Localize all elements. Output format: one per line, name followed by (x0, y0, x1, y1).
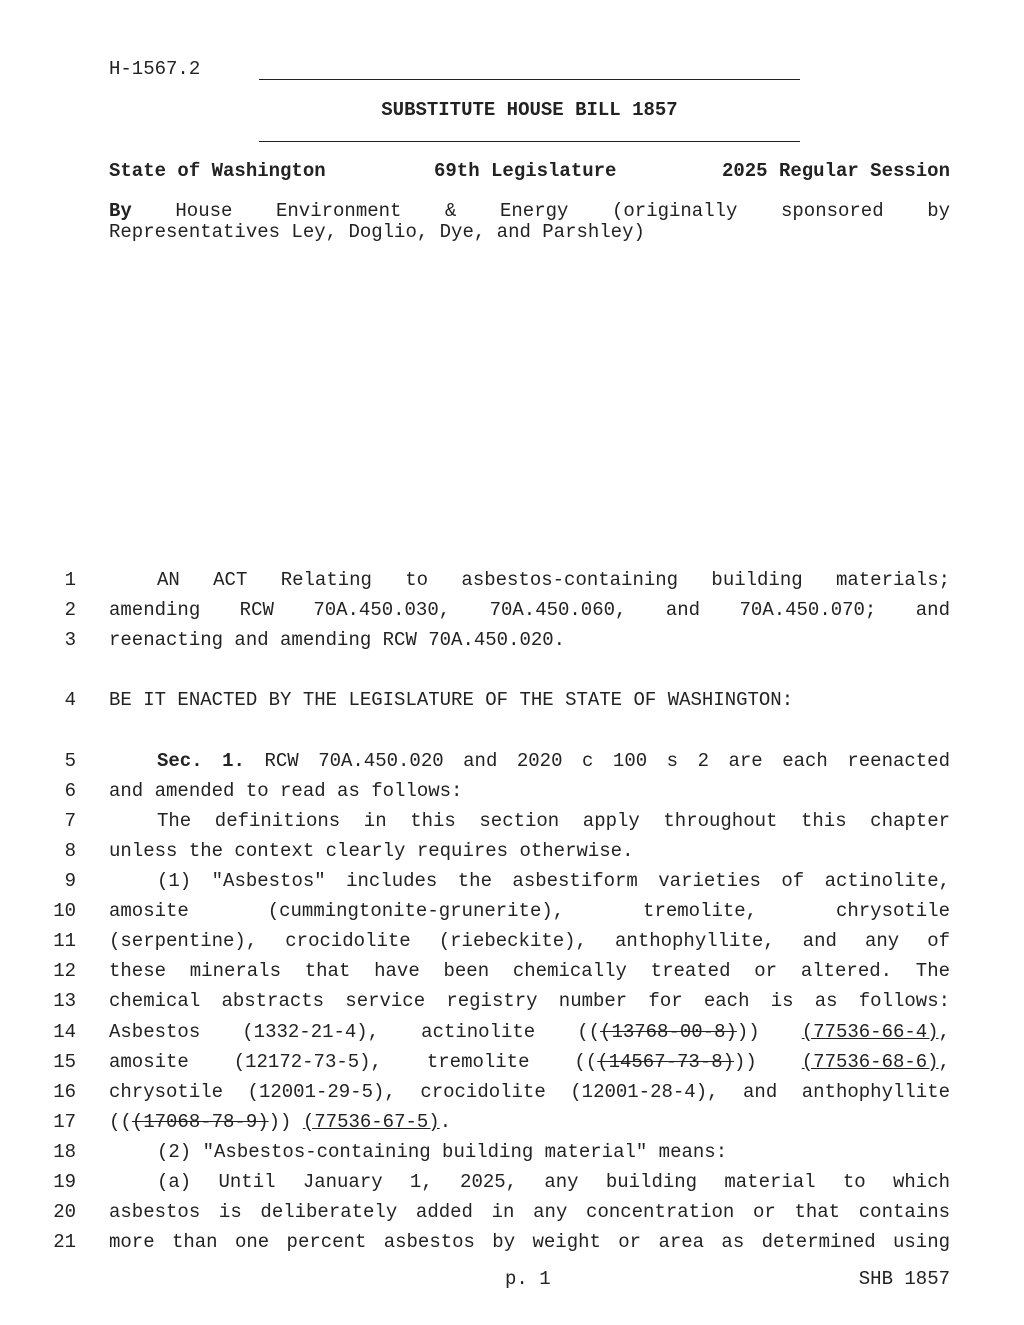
body-line: chemical abstracts service registry number for each is as follows: (109, 990, 950, 1012)
inserted-text: (77536-68-6) (801, 1051, 939, 1073)
body-line: and amended to read as follows: (109, 780, 463, 802)
body-line: asbestos is deliberately added in any concentration or that contains (109, 1201, 950, 1223)
line-number: 16 (53, 1081, 76, 1103)
inserted-text: (77536-67-5) (302, 1111, 440, 1133)
body-line: The definitions in this section apply throughout this chapter (157, 810, 950, 832)
deleted-text: (14567-73-8) (597, 1051, 735, 1073)
page-number: p. 1 (505, 1268, 551, 1290)
body-line: (serpentine), crocidolite (riebeckite), anthophyllite, and any of (109, 930, 950, 952)
line-number: 8 (64, 840, 76, 862)
session-label: 2025 Regular Session (721, 160, 950, 182)
body-line-amended (109, 1111, 451, 1133)
line-number: 15 (53, 1051, 76, 1073)
amend-text: , (938, 1021, 950, 1043)
line-number: 14 (53, 1021, 76, 1043)
line-number: 2 (64, 599, 76, 621)
body-line: (2) "Asbestos-containing building material" means: (157, 1141, 728, 1163)
body-line: (a) Until January 1, 2025, any building material to which (157, 1171, 950, 1193)
line-number: 9 (64, 870, 76, 892)
document-id: H-1567.2 (109, 58, 201, 80)
amend-text: )) (268, 1111, 292, 1133)
amend-text: amosite (12172-73-5), tremolite (( (109, 1051, 598, 1073)
amend-text: )) (734, 1051, 757, 1073)
legislature-label: 69th Legislature (434, 160, 617, 182)
line-number: 10 (53, 900, 76, 922)
line-number: 13 (53, 990, 76, 1012)
body-line: amosite (cummingtonite-grunerite), tremolite, chrysotile (109, 900, 950, 922)
body-line: reenacting and amending RCW 70A.450.020. (109, 629, 566, 651)
amend-text: . (439, 1111, 452, 1133)
line-number: 5 (64, 750, 76, 772)
line-number: 3 (64, 629, 76, 651)
body-line: unless the context clearly requires otherwise. (109, 840, 634, 862)
line-number: 11 (53, 930, 76, 952)
state-label: State of Washington (109, 160, 326, 182)
enacting-clause: BE IT ENACTED BY THE LEGISLATURE OF THE STATE OF WASHINGTON: (109, 689, 794, 711)
section-text: RCW 70A.450.020 and 2020 c 100 s 2 are each reenacted (264, 750, 950, 772)
amend-text: Asbestos (1332-21-4), actinolite (( (109, 1021, 601, 1043)
sponsor-line-2: Representatives Ley, Doglio, Dye, and Parshley) (109, 221, 645, 243)
body-line: amending RCW 70A.450.030, 70A.450.060, and 70A.450.070; and (109, 599, 950, 621)
body-line: more than one percent asbestos by weight or area as determined using (109, 1231, 950, 1253)
section-number: Sec. 1. (157, 750, 245, 772)
bill-title: SUBSTITUTE HOUSE BILL 1857 (381, 99, 678, 121)
header-rule-bottom (259, 141, 800, 142)
line-number: 17 (53, 1111, 76, 1133)
amend-text: )) (736, 1021, 760, 1043)
body-line: chrysotile (12001-29-5), crocidolite (12001-28-4), and anthophyllite (109, 1081, 950, 1103)
line-number: 7 (64, 810, 76, 832)
body-line: these minerals that have been chemically treated or altered. The (109, 960, 950, 982)
header-rule-top (259, 79, 800, 80)
deleted-text: (17068-78-9) (131, 1111, 269, 1133)
amend-text: , (938, 1051, 950, 1073)
line-number: 21 (53, 1231, 76, 1253)
body-line-amended (109, 1051, 950, 1073)
deleted-text: (13768-00-8) (600, 1021, 737, 1043)
line-number: 4 (64, 689, 76, 711)
line-number: 6 (64, 780, 76, 802)
line-number: 18 (53, 1141, 76, 1163)
body-line: AN ACT Relating to asbestos-containing building materials; (157, 569, 950, 591)
body-line-amended (109, 1021, 950, 1043)
line-number: 1 (64, 569, 76, 591)
sponsor-by: By (109, 200, 132, 222)
sponsor-text: House Environment & Energy (originally sponsored by (175, 200, 950, 222)
amend-text: (( (109, 1111, 132, 1133)
body-line: (1) "Asbestos" includes the asbestiform varieties of actinolite, (157, 870, 950, 892)
line-number: 12 (53, 960, 76, 982)
footer-bill-id: SHB 1857 (858, 1268, 950, 1290)
inserted-text: (77536-66-4) (801, 1021, 939, 1043)
section-heading-line (157, 750, 950, 772)
line-number: 19 (53, 1171, 76, 1193)
line-number: 20 (53, 1201, 76, 1223)
sponsor-line-1 (109, 200, 950, 222)
